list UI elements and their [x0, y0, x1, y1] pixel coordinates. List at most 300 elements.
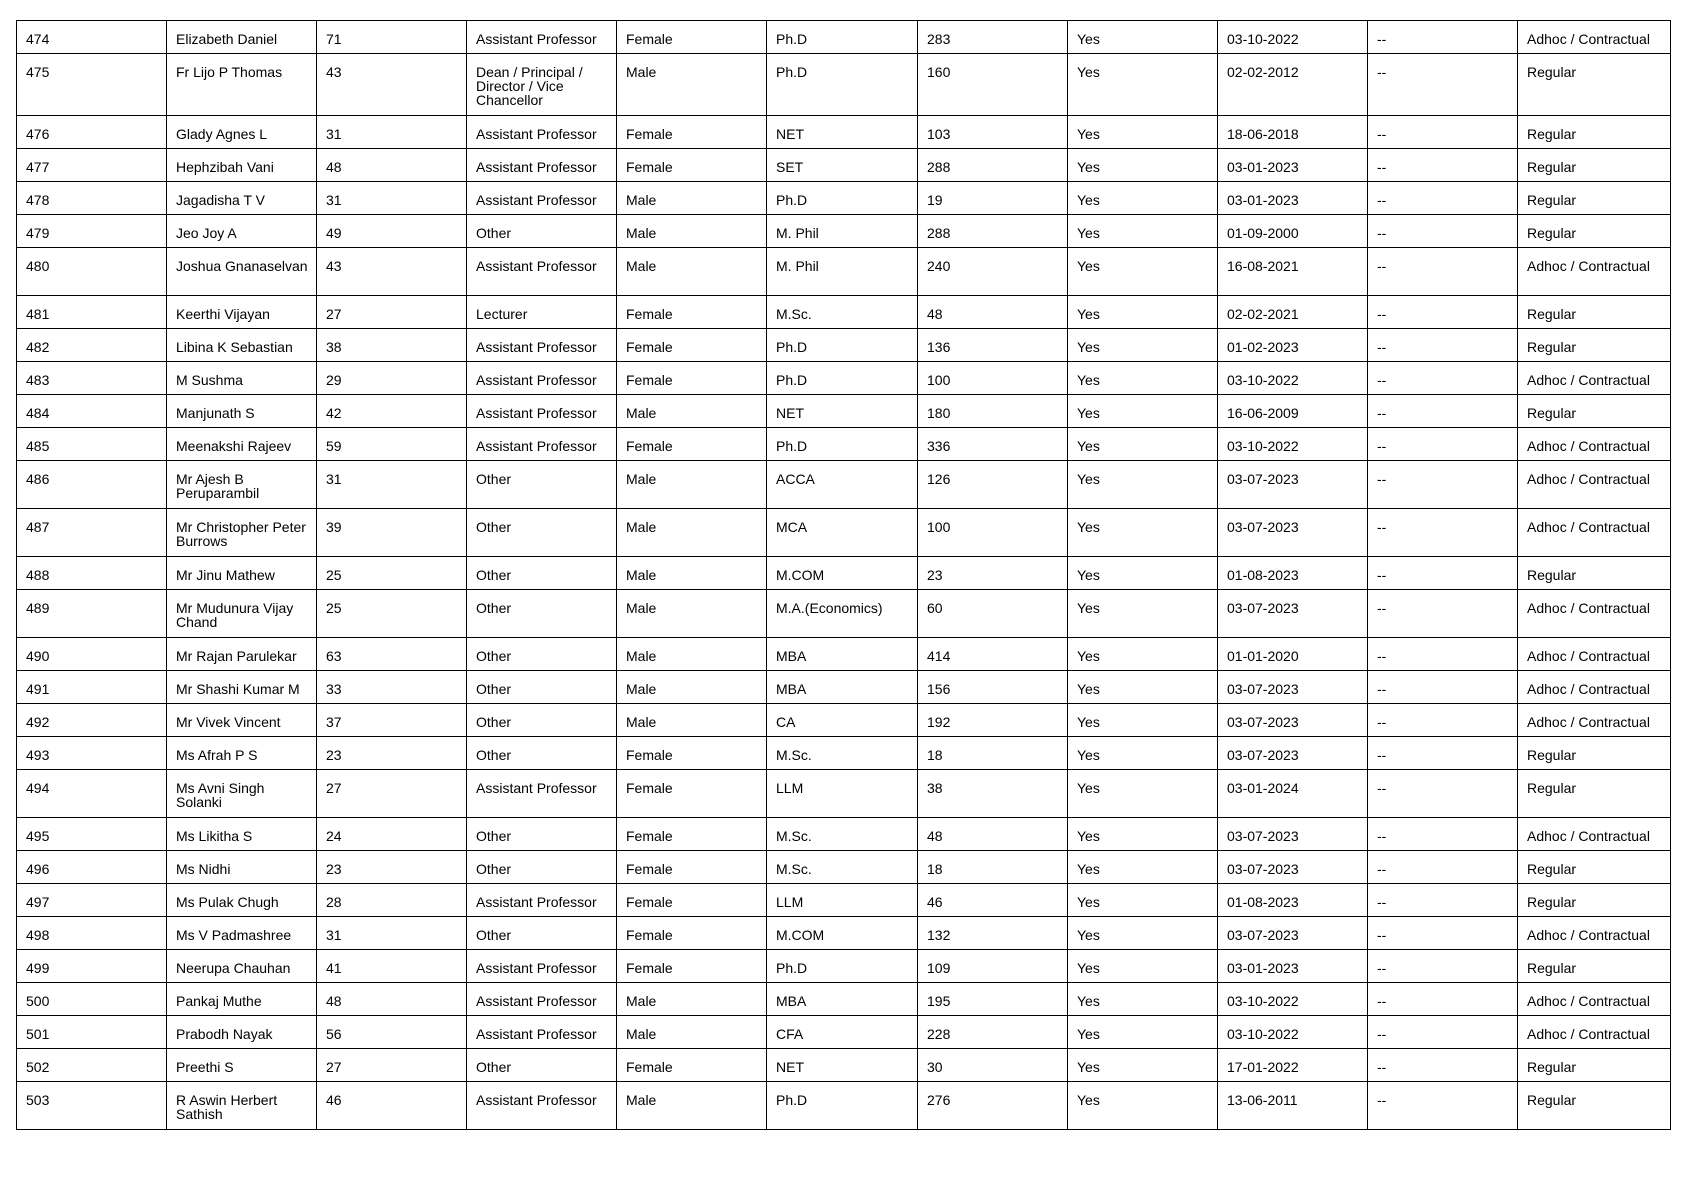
gender-cell: Female — [617, 21, 767, 54]
designation-cell: Assistant Professor — [467, 983, 617, 1016]
serial-number-cell: 475 — [17, 54, 167, 116]
table-row — [17, 983, 1671, 1016]
table-row — [17, 54, 1671, 116]
age-cell: 43 — [317, 54, 467, 116]
full-time-cell: Yes — [1068, 770, 1218, 818]
qualification-cell: SET — [767, 149, 918, 182]
designation-cell: Assistant Professor — [467, 116, 617, 149]
full-time-cell: Yes — [1068, 818, 1218, 851]
age-cell: 48 — [317, 983, 467, 1016]
designation-cell: Other — [467, 509, 617, 557]
name-cell: Joshua Gnanaselvan — [167, 248, 317, 296]
joining-date-cell: 01-08-2023 — [1218, 884, 1368, 917]
designation-cell: Assistant Professor — [467, 950, 617, 983]
appointment-type-cell: Regular — [1518, 182, 1671, 215]
serial-number-cell: 476 — [17, 116, 167, 149]
designation-cell: Other — [467, 671, 617, 704]
designation-cell: Other — [467, 215, 617, 248]
appointment-type-cell: Adhoc / Contractual — [1518, 704, 1671, 737]
serial-number-cell: 484 — [17, 395, 167, 428]
qualification-cell: Ph.D — [767, 950, 918, 983]
leaving-date-cell: -- — [1368, 509, 1518, 557]
table-row — [17, 1049, 1671, 1082]
leaving-date-cell: -- — [1368, 1016, 1518, 1049]
qualification-cell: MBA — [767, 671, 918, 704]
qualification-cell: Ph.D — [767, 54, 918, 116]
qualification-cell: Ph.D — [767, 362, 918, 395]
appointment-type-cell: Regular — [1518, 149, 1671, 182]
designation-cell: Other — [467, 917, 617, 950]
gender-cell: Female — [617, 851, 767, 884]
joining-date-cell: 03-07-2023 — [1218, 461, 1368, 509]
name-cell: Glady Agnes L — [167, 116, 317, 149]
name-cell: Prabodh Nayak — [167, 1016, 317, 1049]
gender-cell: Female — [617, 737, 767, 770]
age-cell: 33 — [317, 671, 467, 704]
designation-cell: Assistant Professor — [467, 329, 617, 362]
experience-cell: 136 — [918, 329, 1068, 362]
gender-cell: Male — [617, 182, 767, 215]
table-row — [17, 509, 1671, 557]
experience-cell: 60 — [918, 590, 1068, 638]
experience-cell: 180 — [918, 395, 1068, 428]
leaving-date-cell: -- — [1368, 395, 1518, 428]
qualification-cell: CFA — [767, 1016, 918, 1049]
age-cell: 27 — [317, 1049, 467, 1082]
age-cell: 42 — [317, 395, 467, 428]
gender-cell: Male — [617, 461, 767, 509]
leaving-date-cell: -- — [1368, 329, 1518, 362]
age-cell: 41 — [317, 950, 467, 983]
qualification-cell: Ph.D — [767, 21, 918, 54]
gender-cell: Female — [617, 296, 767, 329]
qualification-cell: CA — [767, 704, 918, 737]
full-time-cell: Yes — [1068, 54, 1218, 116]
designation-cell: Assistant Professor — [467, 1016, 617, 1049]
experience-cell: 160 — [918, 54, 1068, 116]
full-time-cell: Yes — [1068, 851, 1218, 884]
designation-cell: Other — [467, 1049, 617, 1082]
designation-cell: Other — [467, 704, 617, 737]
table-row — [17, 770, 1671, 818]
serial-number-cell: 503 — [17, 1082, 167, 1130]
gender-cell: Female — [617, 329, 767, 362]
qualification-cell: Ph.D — [767, 182, 918, 215]
name-cell: Keerthi Vijayan — [167, 296, 317, 329]
leaving-date-cell: -- — [1368, 770, 1518, 818]
joining-date-cell: 03-10-2022 — [1218, 428, 1368, 461]
table-row — [17, 461, 1671, 509]
experience-cell: 18 — [918, 737, 1068, 770]
name-cell: Pankaj Muthe — [167, 983, 317, 1016]
appointment-type-cell: Regular — [1518, 1082, 1671, 1130]
joining-date-cell: 01-09-2000 — [1218, 215, 1368, 248]
qualification-cell: LLM — [767, 884, 918, 917]
experience-cell: 283 — [918, 21, 1068, 54]
table-row — [17, 590, 1671, 638]
appointment-type-cell: Adhoc / Contractual — [1518, 983, 1671, 1016]
serial-number-cell: 477 — [17, 149, 167, 182]
full-time-cell: Yes — [1068, 671, 1218, 704]
experience-cell: 240 — [918, 248, 1068, 296]
name-cell: Elizabeth Daniel — [167, 21, 317, 54]
qualification-cell: M.Sc. — [767, 296, 918, 329]
serial-number-cell: 487 — [17, 509, 167, 557]
appointment-type-cell: Adhoc / Contractual — [1518, 638, 1671, 671]
table-row — [17, 884, 1671, 917]
table-row — [17, 818, 1671, 851]
full-time-cell: Yes — [1068, 737, 1218, 770]
gender-cell: Male — [617, 590, 767, 638]
designation-cell: Assistant Professor — [467, 884, 617, 917]
full-time-cell: Yes — [1068, 461, 1218, 509]
gender-cell: Female — [617, 884, 767, 917]
experience-cell: 414 — [918, 638, 1068, 671]
age-cell: 27 — [317, 296, 467, 329]
table-row — [17, 182, 1671, 215]
serial-number-cell: 488 — [17, 557, 167, 590]
appointment-type-cell: Adhoc / Contractual — [1518, 461, 1671, 509]
leaving-date-cell: -- — [1368, 1049, 1518, 1082]
joining-date-cell: 16-08-2021 — [1218, 248, 1368, 296]
appointment-type-cell: Regular — [1518, 1049, 1671, 1082]
joining-date-cell: 01-02-2023 — [1218, 329, 1368, 362]
designation-cell: Dean / Principal / Director / Vice Chancellor — [467, 54, 617, 116]
full-time-cell: Yes — [1068, 1049, 1218, 1082]
full-time-cell: Yes — [1068, 248, 1218, 296]
appointment-type-cell: Adhoc / Contractual — [1518, 509, 1671, 557]
experience-cell: 18 — [918, 851, 1068, 884]
joining-date-cell: 03-10-2022 — [1218, 1016, 1368, 1049]
faculty-table-body — [17, 21, 1671, 1130]
qualification-cell: M. Phil — [767, 215, 918, 248]
name-cell: Ms Pulak Chugh — [167, 884, 317, 917]
appointment-type-cell: Adhoc / Contractual — [1518, 428, 1671, 461]
designation-cell: Lecturer — [467, 296, 617, 329]
joining-date-cell: 03-10-2022 — [1218, 983, 1368, 1016]
age-cell: 25 — [317, 590, 467, 638]
joining-date-cell: 13-06-2011 — [1218, 1082, 1368, 1130]
leaving-date-cell: -- — [1368, 21, 1518, 54]
table-row — [17, 638, 1671, 671]
experience-cell: 19 — [918, 182, 1068, 215]
experience-cell: 336 — [918, 428, 1068, 461]
qualification-cell: LLM — [767, 770, 918, 818]
leaving-date-cell: -- — [1368, 851, 1518, 884]
age-cell: 25 — [317, 557, 467, 590]
joining-date-cell: 17-01-2022 — [1218, 1049, 1368, 1082]
serial-number-cell: 480 — [17, 248, 167, 296]
age-cell: 43 — [317, 248, 467, 296]
designation-cell: Other — [467, 818, 617, 851]
age-cell: 29 — [317, 362, 467, 395]
name-cell: Mr Ajesh B Peruparambil — [167, 461, 317, 509]
name-cell: M Sushma — [167, 362, 317, 395]
experience-cell: 48 — [918, 296, 1068, 329]
gender-cell: Male — [617, 1016, 767, 1049]
full-time-cell: Yes — [1068, 215, 1218, 248]
designation-cell: Other — [467, 590, 617, 638]
appointment-type-cell: Regular — [1518, 296, 1671, 329]
experience-cell: 48 — [918, 818, 1068, 851]
serial-number-cell: 482 — [17, 329, 167, 362]
name-cell: Mr Jinu Mathew — [167, 557, 317, 590]
appointment-type-cell: Adhoc / Contractual — [1518, 590, 1671, 638]
name-cell: Ms Nidhi — [167, 851, 317, 884]
joining-date-cell: 03-10-2022 — [1218, 21, 1368, 54]
age-cell: 23 — [317, 851, 467, 884]
name-cell: Libina K Sebastian — [167, 329, 317, 362]
table-row — [17, 248, 1671, 296]
serial-number-cell: 478 — [17, 182, 167, 215]
joining-date-cell: 03-07-2023 — [1218, 818, 1368, 851]
designation-cell: Assistant Professor — [467, 395, 617, 428]
designation-cell: Assistant Professor — [467, 428, 617, 461]
serial-number-cell: 497 — [17, 884, 167, 917]
full-time-cell: Yes — [1068, 638, 1218, 671]
experience-cell: 192 — [918, 704, 1068, 737]
leaving-date-cell: -- — [1368, 671, 1518, 704]
qualification-cell: M.Sc. — [767, 851, 918, 884]
age-cell: 59 — [317, 428, 467, 461]
joining-date-cell: 03-07-2023 — [1218, 704, 1368, 737]
leaving-date-cell: -- — [1368, 215, 1518, 248]
table-row — [17, 215, 1671, 248]
age-cell: 63 — [317, 638, 467, 671]
table-row — [17, 737, 1671, 770]
serial-number-cell: 494 — [17, 770, 167, 818]
qualification-cell: MBA — [767, 638, 918, 671]
appointment-type-cell: Adhoc / Contractual — [1518, 1016, 1671, 1049]
gender-cell: Female — [617, 362, 767, 395]
appointment-type-cell: Regular — [1518, 116, 1671, 149]
serial-number-cell: 502 — [17, 1049, 167, 1082]
qualification-cell: M. Phil — [767, 248, 918, 296]
faculty-table — [16, 20, 1671, 1130]
appointment-type-cell: Regular — [1518, 395, 1671, 428]
qualification-cell: NET — [767, 395, 918, 428]
appointment-type-cell: Adhoc / Contractual — [1518, 362, 1671, 395]
gender-cell: Male — [617, 215, 767, 248]
name-cell: Mr Shashi Kumar M — [167, 671, 317, 704]
name-cell: Ms Afrah P S — [167, 737, 317, 770]
full-time-cell: Yes — [1068, 884, 1218, 917]
leaving-date-cell: -- — [1368, 54, 1518, 116]
age-cell: 31 — [317, 917, 467, 950]
appointment-type-cell: Regular — [1518, 557, 1671, 590]
qualification-cell: MCA — [767, 509, 918, 557]
serial-number-cell: 496 — [17, 851, 167, 884]
name-cell: Neerupa Chauhan — [167, 950, 317, 983]
serial-number-cell: 483 — [17, 362, 167, 395]
name-cell: Hephzibah Vani — [167, 149, 317, 182]
full-time-cell: Yes — [1068, 1016, 1218, 1049]
appointment-type-cell: Regular — [1518, 851, 1671, 884]
serial-number-cell: 501 — [17, 1016, 167, 1049]
age-cell: 37 — [317, 704, 467, 737]
name-cell: R Aswin Herbert Sathish — [167, 1082, 317, 1130]
serial-number-cell: 495 — [17, 818, 167, 851]
designation-cell: Assistant Professor — [467, 1082, 617, 1130]
leaving-date-cell: -- — [1368, 362, 1518, 395]
gender-cell: Female — [617, 116, 767, 149]
age-cell: 48 — [317, 149, 467, 182]
serial-number-cell: 499 — [17, 950, 167, 983]
gender-cell: Male — [617, 557, 767, 590]
full-time-cell: Yes — [1068, 983, 1218, 1016]
serial-number-cell: 500 — [17, 983, 167, 1016]
designation-cell: Assistant Professor — [467, 21, 617, 54]
age-cell: 23 — [317, 737, 467, 770]
serial-number-cell: 489 — [17, 590, 167, 638]
leaving-date-cell: -- — [1368, 116, 1518, 149]
age-cell: 56 — [317, 1016, 467, 1049]
serial-number-cell: 490 — [17, 638, 167, 671]
name-cell: Mr Rajan Parulekar — [167, 638, 317, 671]
serial-number-cell: 493 — [17, 737, 167, 770]
table-row — [17, 395, 1671, 428]
name-cell: Preethi S — [167, 1049, 317, 1082]
full-time-cell: Yes — [1068, 917, 1218, 950]
name-cell: Mr Christopher Peter Burrows — [167, 509, 317, 557]
serial-number-cell: 486 — [17, 461, 167, 509]
leaving-date-cell: -- — [1368, 296, 1518, 329]
full-time-cell: Yes — [1068, 395, 1218, 428]
joining-date-cell: 02-02-2012 — [1218, 54, 1368, 116]
qualification-cell: M.A.(Economics) — [767, 590, 918, 638]
experience-cell: 126 — [918, 461, 1068, 509]
table-row — [17, 704, 1671, 737]
name-cell: Manjunath S — [167, 395, 317, 428]
appointment-type-cell: Adhoc / Contractual — [1518, 671, 1671, 704]
qualification-cell: MBA — [767, 983, 918, 1016]
designation-cell: Other — [467, 557, 617, 590]
designation-cell: Assistant Professor — [467, 770, 617, 818]
joining-date-cell: 03-07-2023 — [1218, 590, 1368, 638]
designation-cell: Other — [467, 851, 617, 884]
experience-cell: 30 — [918, 1049, 1068, 1082]
experience-cell: 156 — [918, 671, 1068, 704]
joining-date-cell: 03-01-2023 — [1218, 182, 1368, 215]
appointment-type-cell: Adhoc / Contractual — [1518, 917, 1671, 950]
table-row — [17, 950, 1671, 983]
qualification-cell: NET — [767, 1049, 918, 1082]
age-cell: 46 — [317, 1082, 467, 1130]
age-cell: 31 — [317, 461, 467, 509]
experience-cell: 100 — [918, 509, 1068, 557]
designation-cell: Assistant Professor — [467, 149, 617, 182]
name-cell: Ms V Padmashree — [167, 917, 317, 950]
leaving-date-cell: -- — [1368, 917, 1518, 950]
experience-cell: 103 — [918, 116, 1068, 149]
table-row — [17, 851, 1671, 884]
leaving-date-cell: -- — [1368, 983, 1518, 1016]
experience-cell: 132 — [918, 917, 1068, 950]
experience-cell: 228 — [918, 1016, 1068, 1049]
age-cell: 27 — [317, 770, 467, 818]
appointment-type-cell: Regular — [1518, 884, 1671, 917]
name-cell: Mr Mudunura Vijay Chand — [167, 590, 317, 638]
serial-number-cell: 481 — [17, 296, 167, 329]
age-cell: 24 — [317, 818, 467, 851]
gender-cell: Male — [617, 248, 767, 296]
age-cell: 71 — [317, 21, 467, 54]
appointment-type-cell: Regular — [1518, 950, 1671, 983]
name-cell: Meenakshi Rajeev — [167, 428, 317, 461]
qualification-cell: NET — [767, 116, 918, 149]
gender-cell: Female — [617, 770, 767, 818]
full-time-cell: Yes — [1068, 428, 1218, 461]
experience-cell: 23 — [918, 557, 1068, 590]
gender-cell: Female — [617, 1049, 767, 1082]
age-cell: 49 — [317, 215, 467, 248]
full-time-cell: Yes — [1068, 149, 1218, 182]
table-row — [17, 917, 1671, 950]
leaving-date-cell: -- — [1368, 638, 1518, 671]
full-time-cell: Yes — [1068, 590, 1218, 638]
age-cell: 28 — [317, 884, 467, 917]
appointment-type-cell: Regular — [1518, 737, 1671, 770]
leaving-date-cell: -- — [1368, 557, 1518, 590]
appointment-type-cell: Regular — [1518, 329, 1671, 362]
full-time-cell: Yes — [1068, 704, 1218, 737]
leaving-date-cell: -- — [1368, 704, 1518, 737]
leaving-date-cell: -- — [1368, 737, 1518, 770]
joining-date-cell: 16-06-2009 — [1218, 395, 1368, 428]
table-row — [17, 116, 1671, 149]
qualification-cell: Ph.D — [767, 1082, 918, 1130]
designation-cell: Other — [467, 737, 617, 770]
age-cell: 31 — [317, 182, 467, 215]
experience-cell: 100 — [918, 362, 1068, 395]
gender-cell: Male — [617, 509, 767, 557]
designation-cell: Assistant Professor — [467, 182, 617, 215]
age-cell: 38 — [317, 329, 467, 362]
gender-cell: Male — [617, 983, 767, 1016]
qualification-cell: M.COM — [767, 917, 918, 950]
leaving-date-cell: -- — [1368, 428, 1518, 461]
designation-cell: Other — [467, 461, 617, 509]
gender-cell: Female — [617, 818, 767, 851]
experience-cell: 109 — [918, 950, 1068, 983]
gender-cell: Male — [617, 1082, 767, 1130]
age-cell: 39 — [317, 509, 467, 557]
serial-number-cell: 491 — [17, 671, 167, 704]
table-row — [17, 1016, 1671, 1049]
leaving-date-cell: -- — [1368, 950, 1518, 983]
leaving-date-cell: -- — [1368, 1082, 1518, 1130]
gender-cell: Female — [617, 428, 767, 461]
name-cell: Mr Vivek Vincent — [167, 704, 317, 737]
serial-number-cell: 485 — [17, 428, 167, 461]
table-row — [17, 296, 1671, 329]
joining-date-cell: 03-10-2022 — [1218, 362, 1368, 395]
full-time-cell: Yes — [1068, 182, 1218, 215]
full-time-cell: Yes — [1068, 509, 1218, 557]
full-time-cell: Yes — [1068, 329, 1218, 362]
full-time-cell: Yes — [1068, 950, 1218, 983]
experience-cell: 195 — [918, 983, 1068, 1016]
joining-date-cell: 02-02-2021 — [1218, 296, 1368, 329]
qualification-cell: Ph.D — [767, 329, 918, 362]
leaving-date-cell: -- — [1368, 884, 1518, 917]
joining-date-cell: 03-01-2024 — [1218, 770, 1368, 818]
name-cell: Ms Likitha S — [167, 818, 317, 851]
name-cell: Jeo Joy A — [167, 215, 317, 248]
name-cell: Jagadisha T V — [167, 182, 317, 215]
gender-cell: Male — [617, 638, 767, 671]
joining-date-cell: 01-01-2020 — [1218, 638, 1368, 671]
